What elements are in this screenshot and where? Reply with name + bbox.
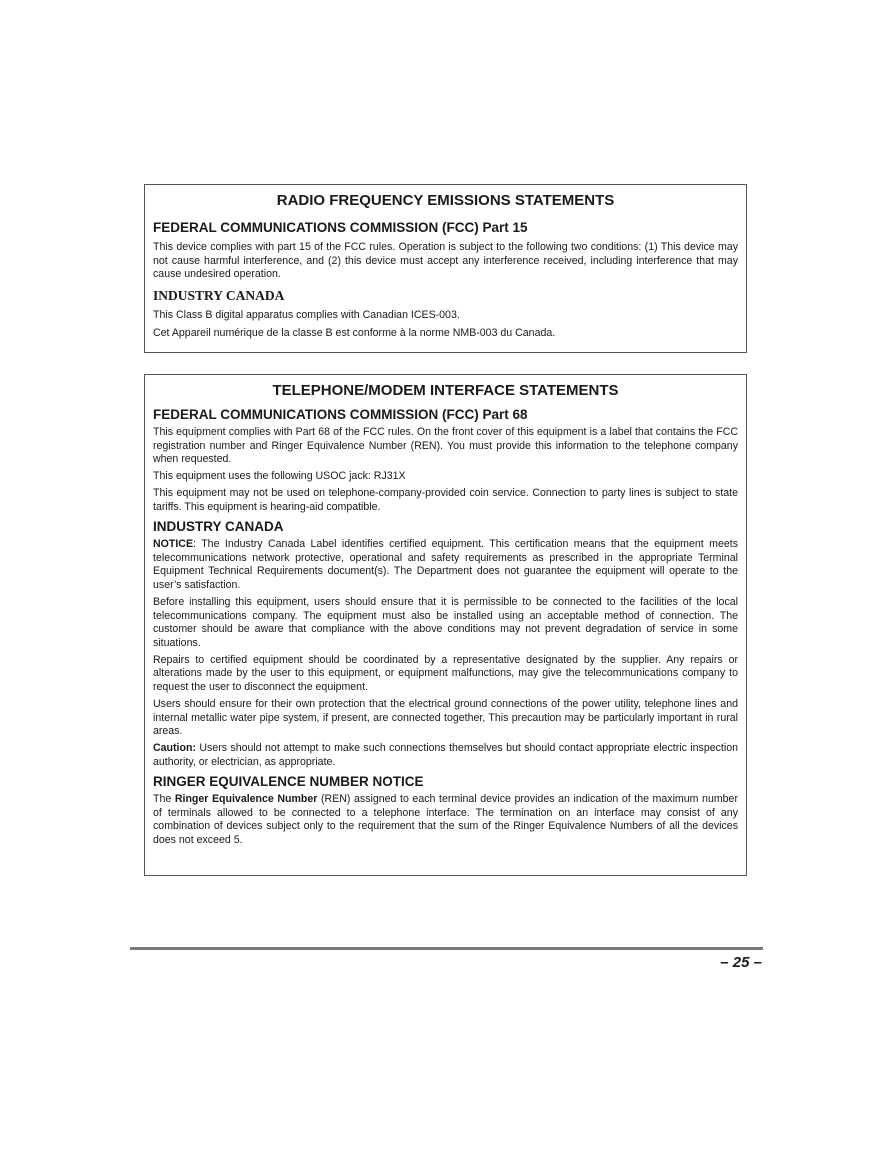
ren-text-pre: The	[153, 793, 175, 806]
ren-paragraph	[153, 793, 738, 847]
caution-text: Users should not attempt to make such connections themselves but should contact appropriate electric inspection authority, or electrician, as appropriate.	[153, 742, 738, 768]
nmb-003-text: Cet Appareil numérique de la classe B est conforme à la norme NMB-003 du Canada.	[153, 327, 556, 340]
telephone-modem-box	[144, 374, 747, 876]
fcc-part15-text: This device complies with part 15 of the FCC rules. Operation is subject to the following two conditions: (1) This device may not cause harmful interference, and (2) this device must accept any interference received, including interference that may cause undesired operation.	[153, 241, 738, 281]
ren-text-post: (REN) assigned to each terminal device provides an indication of the maximum number of terminals allowed to be connected to a telephone interface. The termination on an interface may consist of any combination of devices subject only to the requirement that the sum of the Ringer Equivalence Numbers of all the devices does not exceed 5.	[153, 793, 738, 846]
ren-term: Ringer Equivalence Number	[174, 793, 318, 806]
caution-label: Caution:	[153, 742, 196, 755]
industry-canada-heading: INDUSTRY CANADA	[153, 287, 285, 303]
coin-service-text: This equipment may not be used on telephone-company-provided coin service. Connection to party lines is subject to state tariffs. This equipment is hearing-aid compatible.	[153, 487, 738, 513]
caution-paragraph	[153, 742, 738, 769]
installation-paragraph: Before installing this equipment, users should ensure that it is permissible to be connected to the facilities of the local telecommunications company. The equipment must also be installed using an acceptable method of connection. The customer should be aware that compliance with the above conditions may not prevent degradation of service in some situations.	[153, 595, 738, 649]
fcc-part15-heading: FEDERAL COMMUNICATIONS COMMISSION (FCC) Part 15	[153, 220, 528, 235]
grounding-paragraph: Users should ensure for their own protection that the electrical ground connections of the power utility, telephone lines and internal metallic water pipe system, if present, are connected together, This precaution may be particularly important in rural areas.	[153, 698, 738, 738]
usoc-jack-text: This equipment uses the following USOC jack: RJ31X	[153, 470, 406, 483]
ices-003-text: This Class B digital apparatus complies with Canadian ICES-003.	[153, 308, 460, 321]
rf-emissions-title: RADIO FREQUENCY EMISSIONS STATEMENTS	[276, 192, 615, 209]
notice-paragraph	[153, 538, 738, 592]
telephone-modem-title: TELEPHONE/MODEM INTERFACE STATEMENTS	[272, 382, 619, 399]
ren-notice-heading: RINGER EQUIVALENCE NUMBER NOTICE	[153, 774, 424, 790]
fcc-part68-text: This equipment complies with Part 68 of the FCC rules. On the front cover of this equipment is a label that contains the FCC registration number and Ringer Equivalence Number (REN). You must provide this information to the telephone company when requested.	[153, 426, 738, 466]
footer-divider	[130, 947, 763, 950]
repairs-paragraph: Repairs to certified equipment should be coordinated by a representative designated by the supplier. Any repairs or alterations made by the user to this equipment, or equipment malfunctions, may give the telecommunications company to request the user to disconnect the equipment.	[153, 653, 738, 693]
industry-canada-heading-2: INDUSTRY CANADA	[153, 519, 284, 535]
notice-text: : The Industry Canada Label identifies certified equipment. This certification means that the equipment meets telecommunications network protective, operational and safety requirements as prescribed in the appropriate Terminal Equipment Technical Requirements document(s). The Department does not guarantee the equipment will operate to the user’s satisfaction.	[153, 538, 738, 591]
page-number: – 25 –	[720, 954, 762, 971]
fcc-part68-heading: FEDERAL COMMUNICATIONS COMMISSION (FCC) Part 68	[153, 407, 528, 422]
notice-label: NOTICE	[153, 538, 194, 551]
rf-emissions-box	[144, 184, 747, 353]
